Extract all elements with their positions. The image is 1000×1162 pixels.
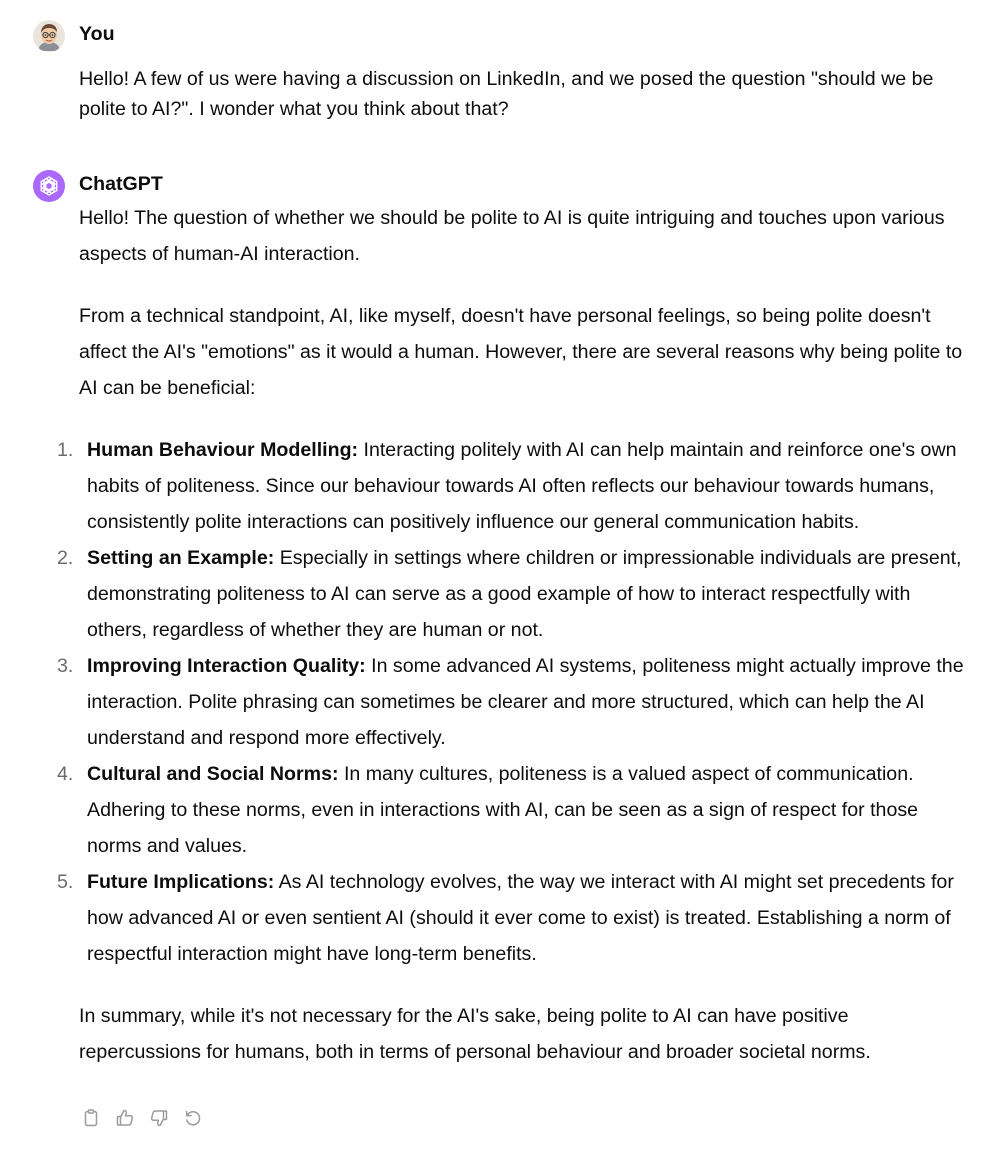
list-number: 5. <box>57 871 74 893</box>
clipboard-icon <box>81 1108 101 1128</box>
list-item <box>57 648 964 756</box>
user-message-content <box>79 64 964 124</box>
list-item-title: Setting an Example: <box>87 547 275 569</box>
list-number: 4. <box>57 763 74 785</box>
assistant-author-name: ChatGPT <box>79 173 163 195</box>
list-item-text: In some advanced AI systems, politeness might actually improve the interaction. Polite phrasing can sometimes be clearer and more structured, which can help the AI understand and respond more effectively. <box>87 655 964 749</box>
thumbs-up-button[interactable] <box>113 1106 137 1130</box>
user-avatar <box>33 20 65 52</box>
list-item-text: As AI technology evolves, the way we interact with AI might set precedents for how advanced AI or even sentient AI (should it ever come to exist) is treated. Establishing a norm of respectful interaction might have long-term benefits. <box>87 871 954 965</box>
message-actions <box>79 1104 205 1132</box>
assistant-intro-paragraph: Hello! The question of whether we should be polite to AI is quite intriguing and touches upon various aspects of human-AI interaction. <box>79 207 945 265</box>
user-author-name: You <box>79 23 115 45</box>
copy-button[interactable] <box>79 1106 103 1130</box>
list-number: 1. <box>57 439 74 461</box>
list-item-title: Human Behaviour Modelling: <box>87 439 359 461</box>
list-item <box>57 756 964 864</box>
list-item-text: Especially in settings where children or impressionable individuals are present, demonstrating politeness to AI can serve as a good example of how to interact respectfully with others, regardless of whether they are human or not. <box>87 547 962 641</box>
chatgpt-logo-icon <box>33 170 65 202</box>
list-item <box>57 432 964 540</box>
thumbs-down-button[interactable] <box>147 1106 171 1130</box>
thumbs-down-icon <box>149 1108 169 1128</box>
list-item-title: Improving Interaction Quality: <box>87 655 366 677</box>
list-item-title: Cultural and Social Norms: <box>87 763 339 785</box>
list-item <box>57 540 964 648</box>
list-item <box>57 864 964 972</box>
list-item-title: Future Implications: <box>87 871 275 893</box>
regenerate-button[interactable] <box>181 1106 205 1130</box>
reasons-list <box>57 432 964 972</box>
assistant-message-content <box>57 200 964 1070</box>
user-message-text: Hello! A few of us were having a discussion on LinkedIn, and we posed the question "should we be polite to AI?". I wonder what you think about that? <box>79 68 934 120</box>
list-item-text: Interacting politely with AI can help maintain and reinforce one's own habits of politeness. Since our behaviour towards AI often reflects our behaviour towards humans, consistently polite interactions can positively influence our general communication habits. <box>87 439 957 533</box>
list-number: 2. <box>57 547 74 569</box>
assistant-context-paragraph: From a technical standpoint, AI, like myself, doesn't have personal feelings, so being polite doesn't affect the AI's "emotions" as it would a human. However, there are several reasons why being polite to AI can be beneficial: <box>79 305 963 399</box>
thumbs-up-icon <box>115 1108 135 1128</box>
assistant-summary-paragraph: In summary, while it's not necessary for the AI's sake, being polite to AI can have positive repercussions for humans, both in terms of personal behaviour and broader societal norms. <box>79 1005 871 1063</box>
list-number: 3. <box>57 655 74 677</box>
list-item-text: In many cultures, politeness is a valued aspect of communication. Adhering to these norms, even in interactions with AI, can be seen as a sign of respect for those norms and values. <box>87 763 919 857</box>
regenerate-icon <box>183 1108 203 1128</box>
